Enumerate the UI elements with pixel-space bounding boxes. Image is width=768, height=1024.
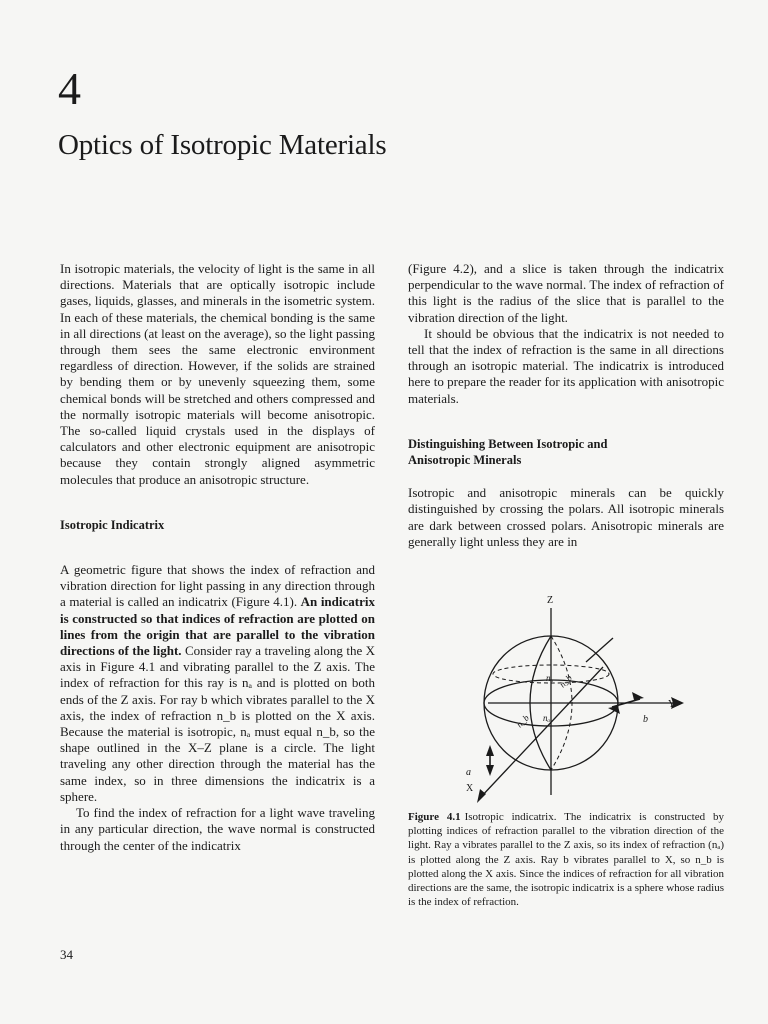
left-column xyxy=(60,261,375,854)
obvious-paragraph: It should be obvious that the indicatrix is not needed to tell that the index of refraction is the same in all directions through an isotropic material. The indicatrix is introduced here to prepare the reader for its application with anisotropic materials. xyxy=(408,325,724,406)
section-heading-line2: Anisotropic Minerals xyxy=(408,453,522,468)
page-number: 34 xyxy=(60,947,73,962)
indicatrix-paragraph-end: Consider ray a traveling along the X axis in Figure 4.1 and vibrating parallel to the Z axis. The index of refraction for this ray is nₐ and is plotted on both ends of the Z axis. For ray b which vibrates parallel to the X axis, the index of refraction n_b is plotted on the X axis. Because the material is isotropic, nₐ must equal n_b, so the shape outlined in the X–Z plane is a circle. The light traveling any other direction through the material has the same index, so in three dimensions the indicatrix is a sphere. xyxy=(60,643,376,804)
figure-caption-text: Isotropic indicatrix. The indicatrix is constructed by plotting indices of refraction parallel to the vibration direction of the light. Ray a vibrates parallel to the Z axis, so its index of refraction (nₐ) is plotted along the Z axis. Ray b vibrates parallel to X, so n_b is plotted along the X axis. Since the indices of refraction for all vibration directions are the same, the isotropic indicatrix is a sphere whose radius is the index of refraction. xyxy=(408,811,724,909)
indicatrix-definition-bold: An indicatrix is constructed so that indices of refraction are plotted on lines from the origin that are parallel to the vibration directions of the light. xyxy=(60,594,375,659)
section-heading-distinguishing xyxy=(408,436,724,468)
label-z: Z xyxy=(547,595,554,606)
x-arrowhead xyxy=(477,789,486,803)
distinguishing-paragraph: Isotropic and anisotropic minerals can be quickly distinguished by crossing the polars. All isotropic minerals are dark between crossed polars. Anisotropic minerals are generally light unless they are in xyxy=(408,485,724,549)
right-column xyxy=(408,261,724,550)
indicatrix-sphere-diagram xyxy=(408,590,724,805)
section-heading-line1: Distinguishing Between Isotropic and xyxy=(408,436,608,451)
figure-caption-label: Figure 4.1 xyxy=(408,811,461,823)
x-axis xyxy=(480,667,603,798)
indicatrix-paragraph-start: A geometric figure that shows the index of refraction and vibration direction for light passing in any direction through a material is called an indicatrix (Figure 4.1). xyxy=(60,562,375,610)
section-heading-isotropic-indicatrix: Isotropic Indicatrix xyxy=(60,517,165,532)
label-na-mid: nₐ xyxy=(543,713,551,723)
label-nb-top: n_b xyxy=(557,672,574,690)
label-y: Y xyxy=(668,699,676,710)
wave-normal-paragraph-right: (Figure 4.2), and a slice is taken through the indicatrix perpendicular to the wave normal. The index of refraction of this light is the radius of the slice that is parallel to the vibration direction of the light. xyxy=(408,261,724,325)
wave-normal-paragraph-left: To find the index of refraction for a light wave traveling in any particular direction, the wave normal is constructed through the center of the indicatrix xyxy=(60,805,375,853)
label-nb-mid: n_b xyxy=(514,712,531,730)
chapter-title: Optics of Isotropic Materials xyxy=(58,129,387,161)
tangent-line xyxy=(586,638,613,662)
figure-caption xyxy=(408,810,724,909)
label-x: X xyxy=(466,783,474,794)
indicatrix-paragraph xyxy=(60,562,375,805)
label-b: b xyxy=(643,714,648,725)
indicatrix-figure xyxy=(408,590,724,805)
intro-paragraph: In isotropic materials, the velocity of light is the same in all directions. Materials that are optically isotropic include gases, liquids, glasses, and minerals in the isometric system. In each of these materials, the chemical bonding is the same in all directions (at least on the average), so the light passing through them sees the same electronic environment regardless of direction. However, if the solids are strained by bending them or by unevenly squeezing them, some chemical bonds will be stretched and others compressed and the normally isotropic materials will become anisotropic. The so-called liquid crystals used in the displays of calculators and other electronic equipment are anisotropic because they contain strongly aligned asymmetric molecules that produce an anisotropic structure. xyxy=(60,261,375,487)
chapter-number: 4 xyxy=(58,63,81,114)
label-na-top: nₐ xyxy=(546,673,554,683)
label-a: a xyxy=(466,767,471,778)
